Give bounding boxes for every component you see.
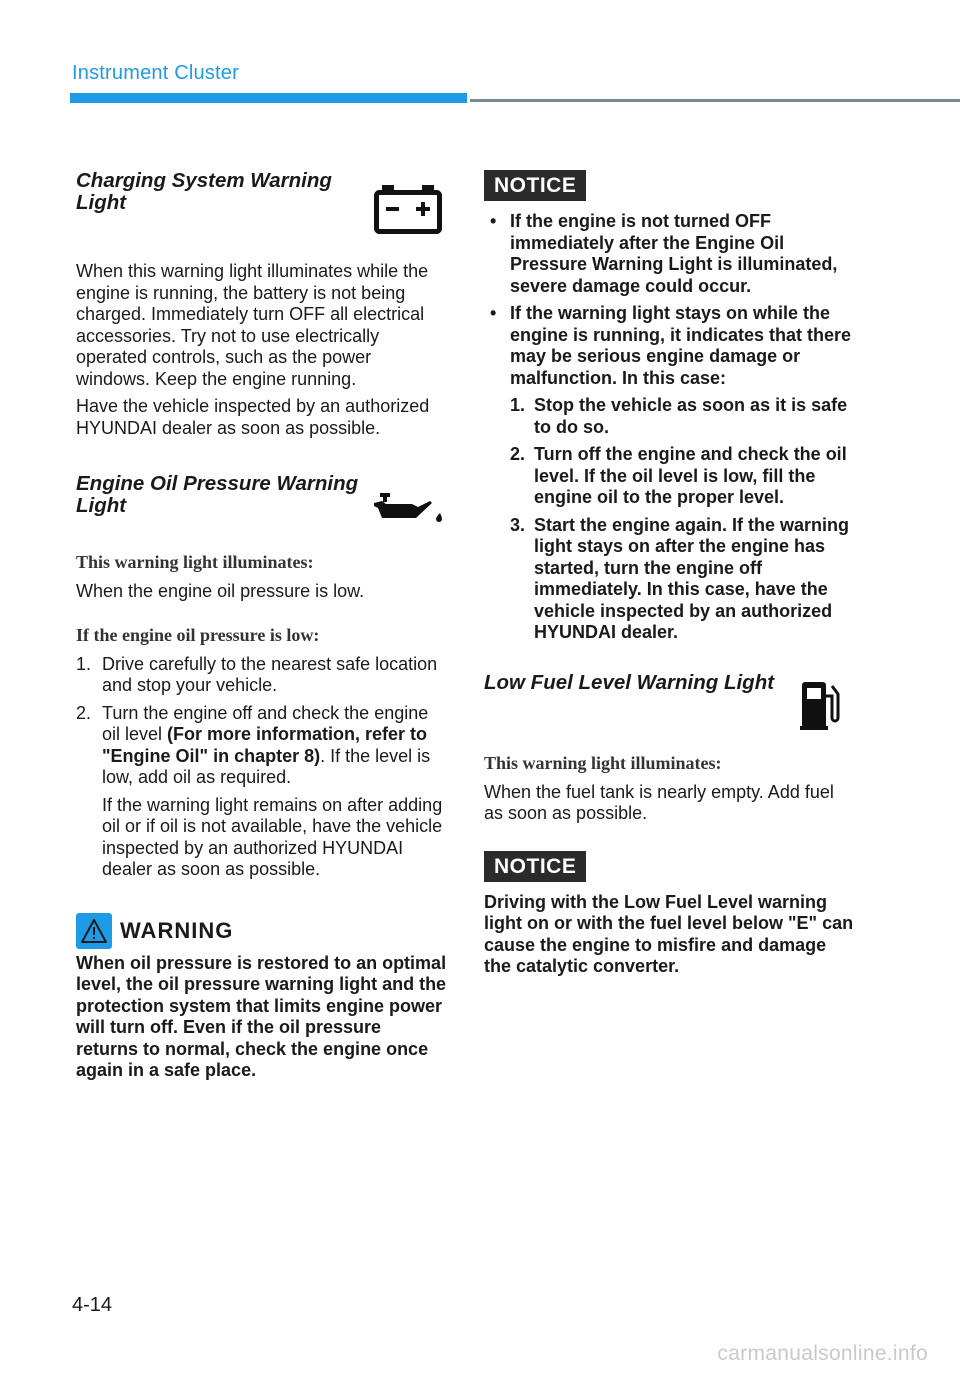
page-number: 4-14 (72, 1294, 113, 1316)
step-text: Turn off the engine and check the oil level. If the oil level is low, fill the engine oil to the proper level. (534, 444, 847, 507)
charging-paragraph-2: Have the vehicle inspected by an authorized HYUNDAI dealer as soon as possible. (76, 396, 430, 438)
list-item (76, 654, 448, 697)
battery-icon (374, 184, 442, 239)
warning-header (76, 913, 448, 949)
list-item (510, 395, 856, 438)
watermark: carmanualsonline.info (717, 1342, 928, 1365)
step-text: Drive carefully to the nearest safe location and stop your vehicle. (102, 653, 438, 695)
list-item (76, 703, 448, 881)
oil-subheading-illuminates: This warning light illuminates: (76, 552, 314, 572)
engine-oil-reference: (For more information, refer to "Engine Oil" in chapter 8) (102, 724, 428, 766)
fuel-section-header (484, 672, 856, 737)
warning-text: When oil pressure is restored to an optimal level, the oil pressure warning light and the protection system that limits engine power will turn off. Even if the oil pressure returns to normal, check the engine once again in a safe place. (76, 952, 447, 1080)
left-column (76, 170, 448, 1082)
step-number: 3. (510, 514, 526, 535)
warning-label: WARNING (120, 917, 234, 943)
step-text-part: . If the level is low, add oil as required. (102, 745, 431, 787)
step-text-part: Turn the engine off and check the engine oil level (102, 702, 429, 744)
warning-triangle-icon (76, 913, 112, 949)
notice-badge: NOTICE (484, 170, 586, 201)
list-item (484, 211, 856, 297)
bullet-text: If the engine is not turned OFF immediately after the Engine Oil Pressure Warning Light is illuminated, severe damage could occur. (510, 211, 838, 296)
section-header-title: Instrument Cluster (72, 62, 239, 84)
list-item (484, 303, 856, 644)
step-number: 2. (510, 444, 526, 464)
bullet-text-main: If the warning light stays on while the engine is running, it indicates that there may be serious engine damage or malfunction. In this case: (510, 303, 852, 388)
list-item (510, 515, 856, 644)
right-column (484, 170, 856, 978)
header-rule-accent (70, 93, 467, 103)
notice-sub-steps (510, 395, 856, 644)
step-text (102, 703, 448, 881)
fuel-title: Low Fuel Level Warning Light (484, 670, 775, 694)
step-number: 2. (76, 702, 92, 723)
step-number: 1. (510, 395, 526, 415)
oil-illuminates-text: When the engine oil pressure is low. (76, 581, 365, 601)
charging-section-header (76, 170, 448, 239)
step-text: Stop the vehicle as soon as it is safe to do so. (534, 395, 848, 437)
fuel-text: When the fuel tank is nearly empty. Add fuel as soon as possible. (484, 781, 834, 823)
oil-steps-list (76, 654, 448, 881)
notice-badge-2: NOTICE (484, 851, 586, 882)
step-number: 1. (76, 653, 92, 674)
oil-title: Engine Oil Pressure Warning Light (76, 472, 359, 517)
list-item (510, 444, 856, 509)
fuel-subheading: This warning light illuminates: (484, 752, 722, 773)
fuel-pump-icon (798, 678, 844, 737)
oil-can-icon (372, 491, 446, 530)
step-text: Start the engine again. If the warning light stays on after the engine has started, turn the engine off immediately. In this case, have the vehicle inspected by an authorized HYUNDAI dealer. (534, 514, 850, 642)
bullet-text (510, 303, 856, 644)
oil-subheading-low: If the engine oil pressure is low: (76, 624, 320, 645)
step-text-followup: If the warning light remains on after adding oil or if oil is not available, have the vehicle inspected by an authorized HYUNDAI dealer as soon as possible. (102, 794, 443, 879)
bullet-dot: • (490, 303, 497, 323)
oil-section-header (76, 473, 448, 530)
charging-paragraph-1: When this warning light illuminates while the engine is running, the battery is not being charged. Immediately turn OFF all electrical accessories. Try not to use electrically operated controls, such as the power windows. Keep the engine running. (76, 261, 429, 389)
notice-2-text: Driving with the Low Fuel Level warning light on or with the fuel level below "E" can cause the engine to misfire and damage the catalytic converter. (484, 891, 854, 976)
header-rule (470, 99, 960, 102)
bullet-dot: • (490, 211, 497, 231)
notice-bullet-list (484, 211, 856, 644)
charging-title: Charging System Warning Light (76, 169, 332, 214)
